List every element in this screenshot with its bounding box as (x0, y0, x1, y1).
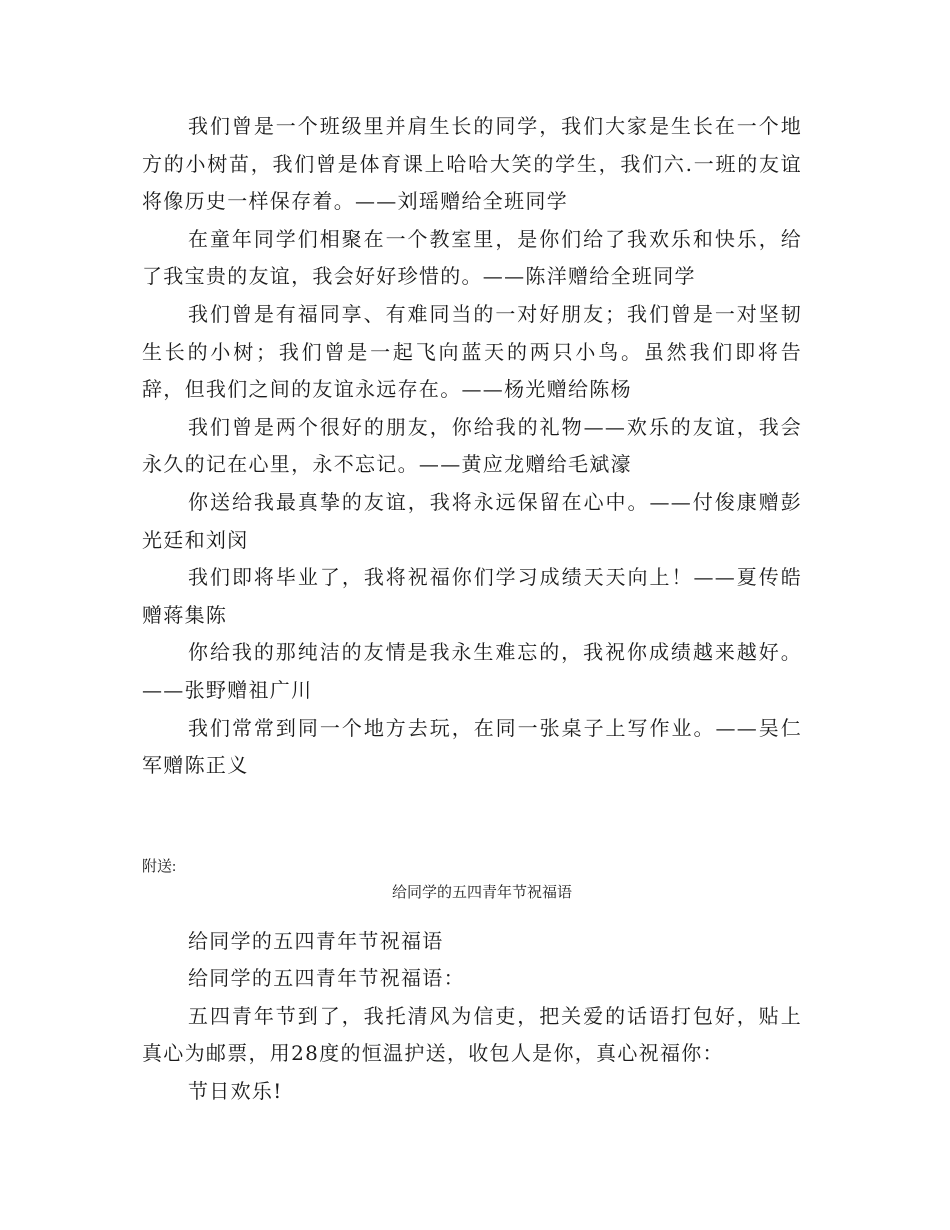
message-paragraph: 我们曾是一个班级里并肩生长的同学，我们大家是生长在一个地方的小树苗，我们曾是体育课上哈哈大笑的学生，我们六.一班的友谊将像历史一样保存着。——刘瑶赠给全班同学 (142, 114, 802, 214)
message-paragraph: 你送给我最真挚的友谊，我将永远保留在心中。——付俊康赠彭光廷和刘闵 (142, 489, 802, 552)
message-paragraph: 你给我的那纯洁的友情是我永生难忘的，我祝你成绩越来越好。——张野赠祖广川 (142, 640, 802, 702)
title-gap (142, 905, 802, 923)
appendix-label: 附送: (142, 858, 177, 875)
section-spacer (142, 785, 802, 857)
appendix-title: 给同学的五四青年节祝福语 (391, 884, 572, 901)
appendix-paragraph: 节日欢乐! (188, 1079, 283, 1104)
message-paragraph: 我们常常到同一个地方去玩，在同一张桌子上写作业。——吴仁军赠陈正义 (142, 715, 802, 778)
message-paragraph: 我们曾是有福同享、有难同当的一对好朋友；我们曾是一对坚韧生长的小树；我们曾是一起飞向蓝天的两只小鸟。虽然我们即将告辞，但我们之间的友谊永远存在。——杨光赠给陈杨 (142, 301, 802, 402)
message-paragraph: 在童年同学们相聚在一个教室里，是你们给了我欢乐和快乐，给了我宝贵的友谊，我会好好珍惜的。——陈洋赠给全班同学 (142, 226, 802, 289)
document-body (142, 108, 802, 1111)
appendix-paragraph: 给同学的五四青年节祝福语 (188, 928, 444, 953)
appendix-paragraph: 给同学的五四青年节祝福语： (188, 966, 465, 991)
message-paragraph: 我们即将毕业了，我将祝福你们学习成绩天天向上！——夏传皓赠蒋集陈 (142, 565, 802, 627)
message-paragraph: 我们曾是两个很好的朋友，你给我的礼物——欢乐的友谊，我会永久的记在心里，永不忘记。——黄应龙赠给毛斌濠 (142, 414, 802, 477)
appendix-paragraph: 五四青年节到了，我托清风为信吏，把关爱的话语打包好，贴上真心为邮票，用28度的恒温护送，收包人是你，真心祝福你： (142, 1003, 802, 1066)
